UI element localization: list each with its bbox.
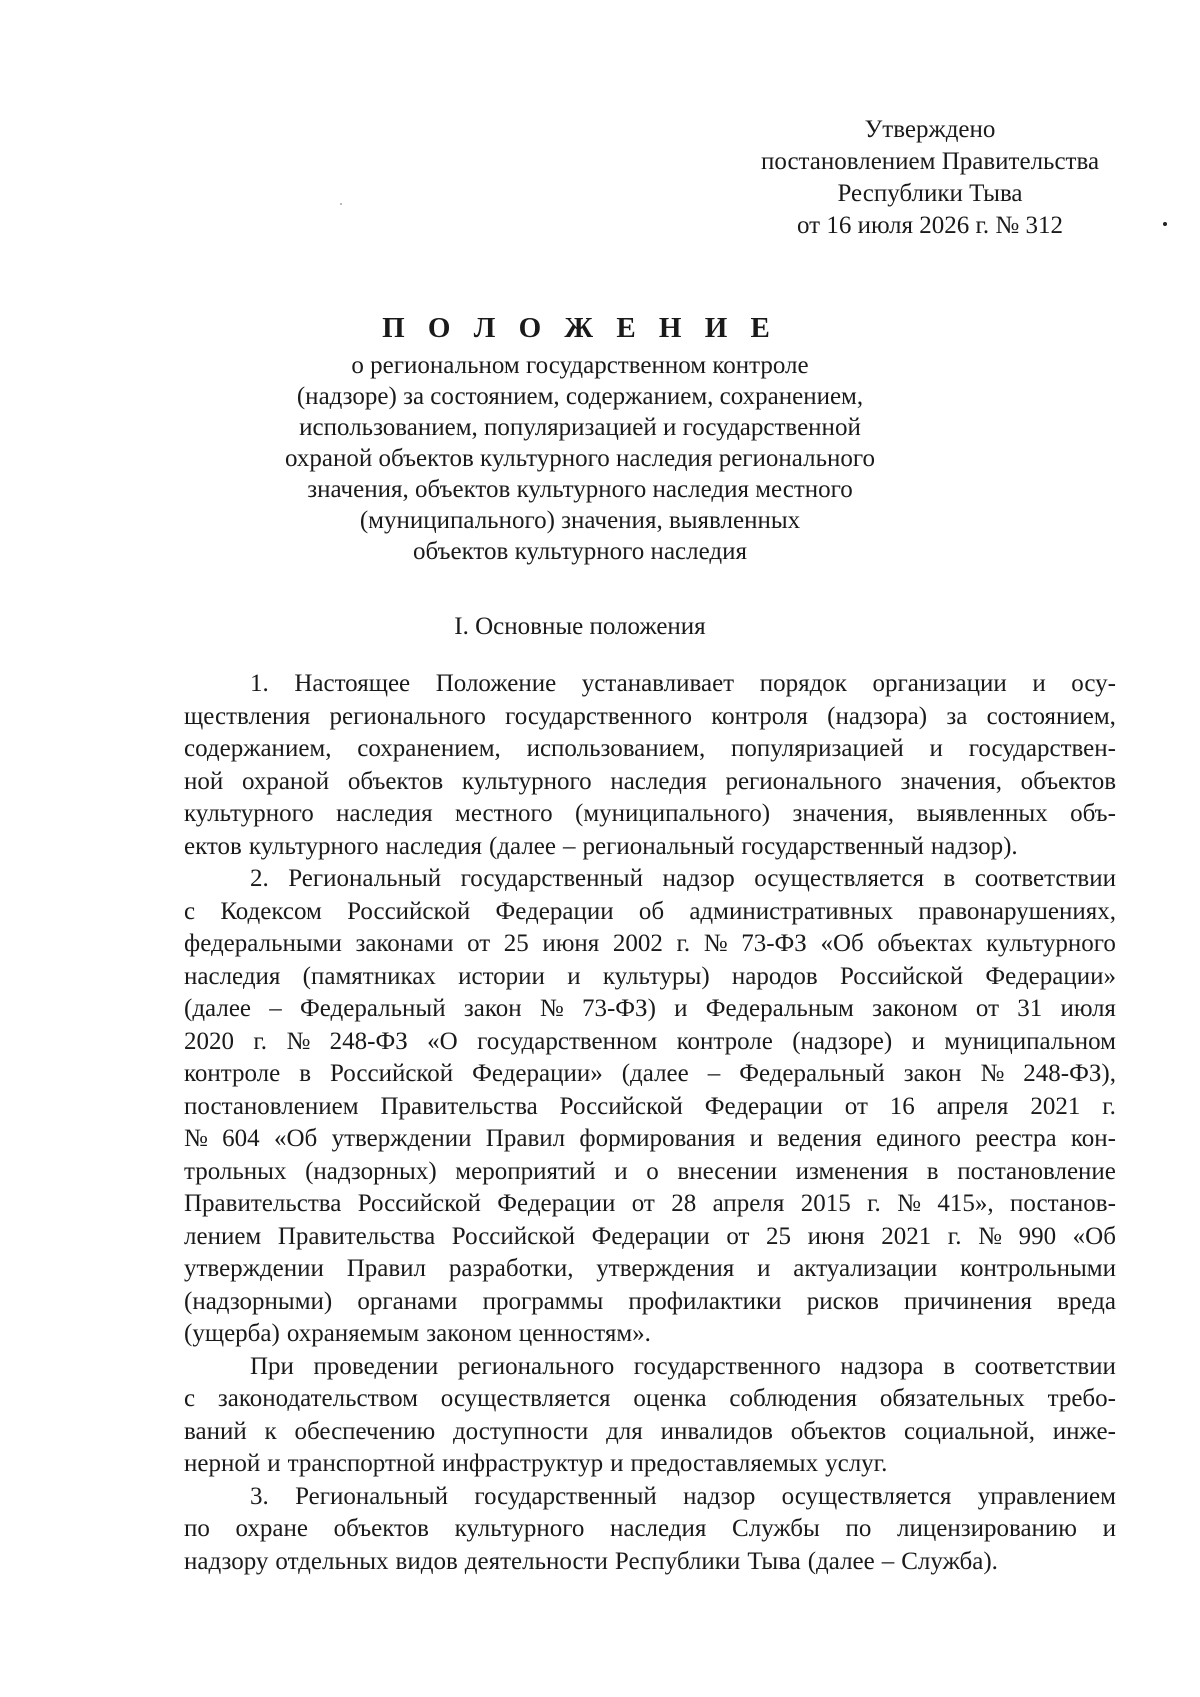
paragraph-line: наследия (памятниках истории и культуры) народов Российской Федерации» bbox=[184, 962, 1116, 990]
paragraph-line: (ущерба) охраняемым законом ценностям». bbox=[184, 1320, 651, 1347]
paragraph-line: При проведении регионального государственного надзора в соответствии bbox=[250, 1352, 1116, 1380]
paragraph bbox=[184, 1481, 1116, 1579]
section-heading: I. Основные положения bbox=[454, 613, 706, 640]
paragraph-line: с Кодексом Российской Федерации об административных правонарушениях, bbox=[184, 897, 1116, 925]
paragraph-line: 2020 г. № 248-ФЗ «О государственном контроле (надзоре) и муниципальном bbox=[184, 1027, 1116, 1055]
approval-line: Утверждено bbox=[864, 116, 996, 143]
paragraph-line: ществления регионального государственного контроля (надзора) за состоянием, bbox=[184, 702, 1116, 730]
paragraph-line: ной охраной объектов культурного наследия регионального значения, объектов bbox=[184, 767, 1116, 795]
paragraph-line: нерной и транспортной инфраструктур и предоставляемых услуг. bbox=[184, 1450, 888, 1477]
paragraph-line: трольных (надзорных) мероприятий и о внесении изменения в постановление bbox=[184, 1157, 1116, 1185]
paragraph-line: утверждении Правил разработки, утверждения и актуализации контрольными bbox=[184, 1255, 1116, 1282]
subtitle-line: о региональном государственном контроле bbox=[351, 352, 809, 379]
scan-speck bbox=[340, 203, 342, 205]
paragraph bbox=[184, 1351, 1116, 1481]
paragraph-line: федеральными законами от 25 июня 2002 г. № 73-ФЗ «Об объектах культурного bbox=[184, 930, 1116, 957]
paragraph-line: постановлением Правительства Российской Федерации от 16 апреля 2021 г. bbox=[184, 1092, 1116, 1120]
paragraph bbox=[184, 668, 1116, 863]
paragraph-line: (далее – Федеральный закон № 73-ФЗ) и Федеральным законом от 31 июля bbox=[184, 995, 1116, 1022]
paragraph-line: ектов культурного наследия (далее – региональный государственный надзор). bbox=[184, 832, 1018, 860]
document-subtitle bbox=[200, 350, 960, 567]
paragraph-line: по охране объектов культурного наследия Службы по лицензированию и bbox=[184, 1515, 1116, 1542]
paragraph-line: контроле в Российской Федерации» (далее – Федеральный закон № 248-ФЗ), bbox=[184, 1060, 1116, 1087]
paragraph-line: лением Правительства Российской Федерации от 25 июня 2021 г. № 990 «Об bbox=[184, 1222, 1116, 1250]
subtitle-line: использованием, популяризацией и государственной bbox=[299, 414, 861, 441]
paragraph-line: 2. Региональный государственный надзор осуществляется в соответствии bbox=[250, 865, 1116, 892]
paragraph-line: культурного наследия местного (муниципального) значения, выявленных объ- bbox=[184, 800, 1116, 827]
document-body bbox=[184, 668, 1116, 1578]
approval-line: постановлением Правительства bbox=[760, 148, 1100, 175]
subtitle-line: (надзоре) за состоянием, содержанием, сохранением, bbox=[296, 383, 864, 410]
approval-block bbox=[720, 114, 1140, 242]
paragraph-line: содержанием, сохранением, использованием, популяризацией и государствен- bbox=[184, 735, 1116, 762]
subtitle-line: охраной объектов культурного наследия регионального bbox=[284, 445, 875, 472]
subtitle-line: (муниципального) значения, выявленных bbox=[359, 507, 801, 534]
paragraph-line: 3. Региональный государственный надзор осуществляется управлением bbox=[250, 1482, 1116, 1510]
scan-speck bbox=[1163, 222, 1167, 226]
paragraph bbox=[184, 863, 1116, 1351]
paragraph-line: надзору отдельных видов деятельности Республики Тыва (далее – Служба). bbox=[184, 1547, 998, 1575]
paragraph-line: ваний к обеспечению доступности для инвалидов объектов социальной, инже- bbox=[184, 1417, 1116, 1445]
document-title: П О Л О Ж Е Н И Е bbox=[382, 312, 778, 344]
subtitle-line: объектов культурного наследия bbox=[413, 538, 747, 565]
subtitle-line: значения, объектов культурного наследия местного bbox=[307, 476, 853, 503]
paragraph-line: Правительства Российской Федерации от 28 апреля 2015 г. № 415», постанов- bbox=[184, 1190, 1116, 1217]
approval-line: от 16 июля 2026 г. № 312 bbox=[796, 212, 1064, 239]
paragraph-line: № 604 «Об утверждении Правил формирования и ведения единого реестра кон- bbox=[184, 1125, 1116, 1152]
approval-line: Республики Тыва bbox=[837, 180, 1023, 207]
paragraph-line: 1. Настоящее Положение устанавливает порядок организации и осу- bbox=[250, 670, 1116, 697]
paragraph-line: с законодательством осуществляется оценка соблюдения обязательных требо- bbox=[184, 1385, 1116, 1412]
paragraph-line: (надзорными) органами программы профилактики рисков причинения вреда bbox=[184, 1287, 1116, 1315]
